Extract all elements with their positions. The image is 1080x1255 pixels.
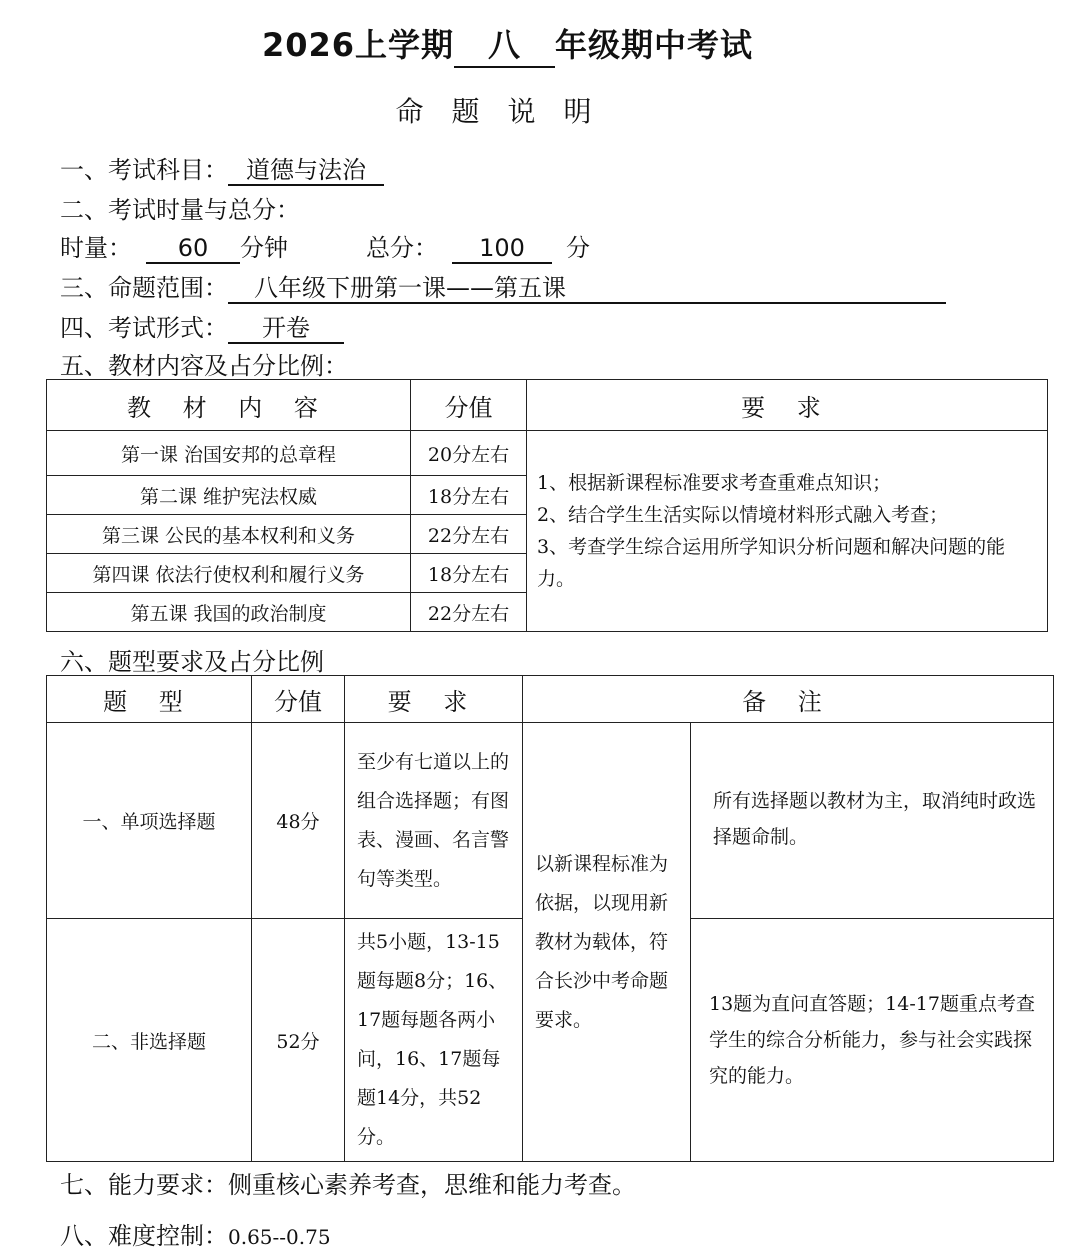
type-cell: 二、非选择题 <box>47 919 252 1162</box>
lesson-cell: 第四课 依法行使权利和履行义务 <box>47 554 411 593</box>
form-line <box>60 308 344 344</box>
header-type: 题 型 <box>47 676 252 723</box>
header-requirement: 要 求 <box>527 380 1048 431</box>
requirement-item: 2、结合学生生活实际以情境材料形式融入考查； <box>537 504 949 526</box>
grade-blank: 八 <box>454 20 555 68</box>
page-subtitle: 命题说明 <box>395 95 620 128</box>
scope-text: 八年级下册第一课——第五课 <box>254 274 566 302</box>
time-label: 时量： <box>60 234 132 262</box>
subject-value: 道德与法治 <box>228 156 384 186</box>
content-table-header <box>47 380 1048 431</box>
score-unit: 分 <box>566 234 590 262</box>
score-cell: 48分 <box>252 723 345 919</box>
time-value: 60 <box>146 234 240 264</box>
header-note: 备 注 <box>523 676 1054 723</box>
header-score: 分值 <box>252 676 345 723</box>
page-title <box>0 20 1015 68</box>
ability-line: 七、能力要求：侧重核心素养考查，思维和能力考查。 <box>60 1171 636 1199</box>
requirement-cell: 至少有七道以上的组合选择题；有图表、漫画、名言警句等类型。 <box>345 723 523 919</box>
lesson-cell: 第一课 治国安邦的总章程 <box>47 431 411 476</box>
header-content: 教 材 内 容 <box>47 380 411 431</box>
difficulty-value: 0.65--0.75 <box>228 1225 331 1249</box>
header-requirement: 要 求 <box>345 676 523 723</box>
note-cell: 所有选择题以教材为主，取消纯时政选择题命制。 <box>691 723 1054 919</box>
title-suffix: 年级期中考试 <box>555 26 754 64</box>
table-row <box>47 723 1054 919</box>
type-table-header <box>47 676 1054 723</box>
content-heading: 五、教材内容及占分比例： <box>60 352 348 380</box>
type-table <box>46 675 1054 1162</box>
scope-line <box>60 268 946 304</box>
time-unit: 分钟 <box>240 234 288 262</box>
score-cell: 20分左右 <box>411 431 527 476</box>
requirement-item: 1、根据新课程标准要求考查重难点知识； <box>537 472 892 494</box>
subject-line <box>60 150 384 186</box>
score-cell: 22分左右 <box>411 593 527 632</box>
requirement-item: 3、考查学生综合运用所学知识分析问题和解决问题的能力。 <box>537 536 1006 590</box>
score-cell: 22分左右 <box>411 515 527 554</box>
score-cell: 52分 <box>252 919 345 1162</box>
form-label: 四、考试形式： <box>60 314 228 342</box>
difficulty-line <box>60 1216 331 1251</box>
header-score: 分值 <box>411 380 527 431</box>
shared-note-cell: 以新课程标准为依据，以现用新教材为载体，符合长沙中考命题要求。 <box>523 723 691 1162</box>
note-cell: 13题为直问直答题；14-17题重点考查学生的综合分析能力，参与社会实践探究的能力。 <box>691 919 1054 1162</box>
time-score-heading: 二、考试时量与总分： <box>60 196 300 224</box>
time-score-line <box>60 228 590 264</box>
type-cell: 一、单项选择题 <box>47 723 252 919</box>
score-value: 100 <box>452 234 552 264</box>
lesson-cell: 第二课 维护宪法权威 <box>47 476 411 515</box>
difficulty-label: 八、难度控制： <box>60 1222 228 1250</box>
requirements-cell <box>527 431 1048 632</box>
form-value: 开卷 <box>228 314 344 344</box>
score-cell: 18分左右 <box>411 554 527 593</box>
score-cell: 18分左右 <box>411 476 527 515</box>
lesson-cell: 第五课 我国的政治制度 <box>47 593 411 632</box>
scope-label: 三、命题范围： <box>60 274 228 302</box>
type-heading: 六、题型要求及占分比例 <box>60 648 324 676</box>
content-table <box>46 379 1048 632</box>
table-row <box>47 431 1048 476</box>
scope-value <box>228 274 946 304</box>
requirement-cell: 共5小题，13-15题每题8分；16、17题每题各两小问，16、17题每题14分，共52分。 <box>345 919 523 1162</box>
title-prefix: 2026上学期 <box>261 26 455 64</box>
subject-label: 一、考试科目： <box>60 156 228 184</box>
score-label: 总分： <box>366 234 438 262</box>
lesson-cell: 第三课 公民的基本权利和义务 <box>47 515 411 554</box>
